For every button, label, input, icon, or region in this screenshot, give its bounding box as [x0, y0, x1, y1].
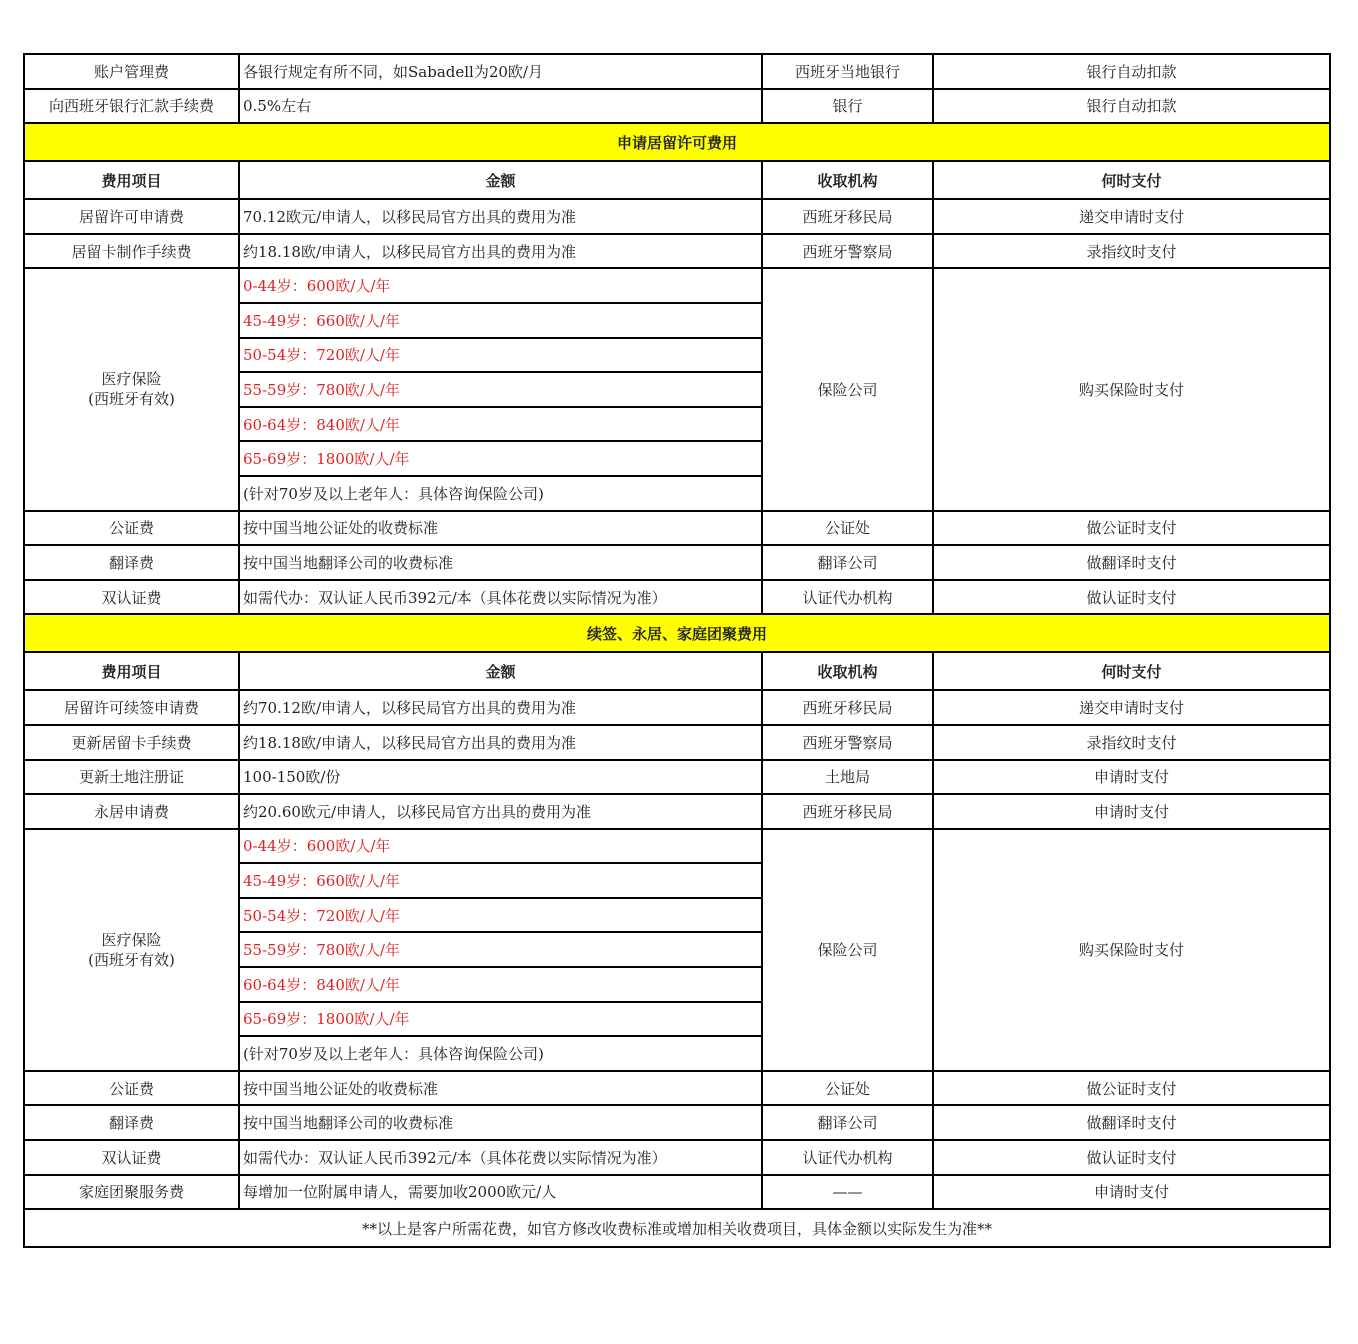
fee-when-cell: 申请时支付 — [933, 1175, 1330, 1210]
fee-amount-cell: 按中国当地翻译公司的收费标准 — [239, 545, 762, 580]
fee-when-cell: 递交申请时支付 — [933, 690, 1330, 725]
fee-amount-cell: 按中国当地翻译公司的收费标准 — [239, 1105, 762, 1140]
fee-amount-cell: 按中国当地公证处的收费标准 — [239, 1071, 762, 1106]
table-row — [24, 234, 1330, 269]
insurance-item-label: 医疗保险 — [101, 930, 162, 949]
fee-amount-cell: 各银行规定有所不同，如Sabadell为20欧/月 — [239, 54, 762, 89]
insurance-item-label: 医疗保险 — [101, 370, 162, 389]
fee-item-cell: 账户管理费 — [24, 54, 239, 89]
insurance-item-sublabel: (西班牙有效) — [88, 390, 175, 409]
fee-item-cell: 更新居留卡手续费 — [24, 725, 239, 760]
footer-row — [24, 1209, 1330, 1247]
fee-agency-cell: 翻译公司 — [762, 545, 933, 580]
insurance-when-cell: 购买保险时支付 — [933, 268, 1330, 510]
insurance-row — [24, 829, 1330, 864]
insurance-price-cell: 55-59岁：780欧/人/年 — [239, 932, 762, 967]
insurance-price-cell: 45-49岁：660欧/人/年 — [239, 863, 762, 898]
fee-when-cell: 录指纹时支付 — [933, 725, 1330, 760]
insurance-price-cell: 65-69岁：1800欧/人/年 — [239, 1002, 762, 1037]
insurance-price-cell: 0-44岁：600欧/人/年 — [239, 268, 762, 303]
fee-agency-cell: 认证代办机构 — [762, 580, 933, 615]
fee-agency-cell: 西班牙移民局 — [762, 690, 933, 725]
table-row — [24, 794, 1330, 829]
column-header-when: 何时支付 — [933, 652, 1330, 690]
insurance-item-sublabel: (西班牙有效) — [88, 950, 175, 969]
fee-item-cell: 家庭团聚服务费 — [24, 1175, 239, 1210]
section-header-row — [24, 614, 1330, 652]
insurance-item-cell — [24, 829, 239, 1071]
fee-when-cell: 做认证时支付 — [933, 1140, 1330, 1175]
table-row — [24, 580, 1330, 615]
column-header-agency: 收取机构 — [762, 652, 933, 690]
fee-item-cell: 双认证费 — [24, 580, 239, 615]
column-header-when: 何时支付 — [933, 161, 1330, 199]
fee-agency-cell: 认证代办机构 — [762, 1140, 933, 1175]
table-row — [24, 199, 1330, 234]
table-row — [24, 511, 1330, 546]
fee-amount-cell: 0.5%左右 — [239, 89, 762, 124]
fee-amount-cell: 约18.18欧/申请人，以移民局官方出具的费用为准 — [239, 234, 762, 269]
fee-item-cell: 公证费 — [24, 511, 239, 546]
insurance-price-cell: 50-54岁：720欧/人/年 — [239, 898, 762, 933]
fee-amount-cell: 70.12欧元/申请人，以移民局官方出具的费用为准 — [239, 199, 762, 234]
table-row — [24, 545, 1330, 580]
insurance-price-cell: 65-69岁：1800欧/人/年 — [239, 441, 762, 476]
fee-when-cell: 做公证时支付 — [933, 1071, 1330, 1106]
fee-agency-cell: —— — [762, 1175, 933, 1210]
insurance-agency-cell: 保险公司 — [762, 268, 933, 510]
fee-agency-cell: 土地局 — [762, 760, 933, 795]
fee-table — [23, 53, 1331, 1248]
insurance-row — [24, 268, 1330, 303]
table-row — [24, 1140, 1330, 1175]
fee-item-cell: 向西班牙银行汇款手续费 — [24, 89, 239, 124]
fee-when-cell: 申请时支付 — [933, 760, 1330, 795]
fee-item-cell: 永居申请费 — [24, 794, 239, 829]
fee-agency-cell: 银行 — [762, 89, 933, 124]
fee-amount-cell: 每增加一位附属申请人，需要加收2000欧元/人 — [239, 1175, 762, 1210]
fee-when-cell: 做翻译时支付 — [933, 545, 1330, 580]
insurance-price-cell: 60-64岁：840欧/人/年 — [239, 967, 762, 1002]
fee-agency-cell: 西班牙移民局 — [762, 794, 933, 829]
column-header-row — [24, 161, 1330, 199]
fee-amount-cell: 约70.12欧/申请人，以移民局官方出具的费用为准 — [239, 690, 762, 725]
fee-when-cell: 银行自动扣款 — [933, 54, 1330, 89]
fee-agency-cell: 公证处 — [762, 511, 933, 546]
fee-amount-cell: 约18.18欧/申请人，以移民局官方出具的费用为准 — [239, 725, 762, 760]
column-header-amount: 金额 — [239, 652, 762, 690]
fee-amount-cell: 如需代办：双认证人民币392元/本（具体花费以实际情况为准） — [239, 580, 762, 615]
fee-item-cell: 双认证费 — [24, 1140, 239, 1175]
table-row — [24, 1105, 1330, 1140]
table-row — [24, 725, 1330, 760]
insurance-note-cell: (针对70岁及以上老年人：具体咨询保险公司) — [239, 476, 762, 511]
column-header-item: 费用项目 — [24, 161, 239, 199]
fee-when-cell: 录指纹时支付 — [933, 234, 1330, 269]
fee-item-cell: 居留许可申请费 — [24, 199, 239, 234]
fee-amount-cell: 如需代办：双认证人民币392元/本（具体花费以实际情况为准） — [239, 1140, 762, 1175]
fee-item-cell: 更新土地注册证 — [24, 760, 239, 795]
table-row — [24, 690, 1330, 725]
table-row — [24, 760, 1330, 795]
column-header-row — [24, 652, 1330, 690]
fee-item-cell: 翻译费 — [24, 1105, 239, 1140]
table-row — [24, 1175, 1330, 1210]
section-header-row — [24, 123, 1330, 161]
column-header-agency: 收取机构 — [762, 161, 933, 199]
fee-when-cell: 银行自动扣款 — [933, 89, 1330, 124]
section-title: 申请居留许可费用 — [24, 123, 1330, 161]
insurance-price-cell: 55-59岁：780欧/人/年 — [239, 372, 762, 407]
fee-when-cell: 做翻译时支付 — [933, 1105, 1330, 1140]
table-row — [24, 89, 1330, 124]
insurance-price-cell: 50-54岁：720欧/人/年 — [239, 338, 762, 373]
fee-agency-cell: 翻译公司 — [762, 1105, 933, 1140]
fee-item-cell: 居留卡制作手续费 — [24, 234, 239, 269]
fee-when-cell: 做认证时支付 — [933, 580, 1330, 615]
insurance-when-cell: 购买保险时支付 — [933, 829, 1330, 1071]
fee-agency-cell: 西班牙警察局 — [762, 725, 933, 760]
section-title: 续签、永居、家庭团聚费用 — [24, 614, 1330, 652]
fee-agency-cell: 公证处 — [762, 1071, 933, 1106]
insurance-price-cell: 60-64岁：840欧/人/年 — [239, 407, 762, 442]
insurance-agency-cell: 保险公司 — [762, 829, 933, 1071]
footer-note: **以上是客户所需花费，如官方修改收费标准或增加相关收费项目，具体金额以实际发生为准** — [24, 1209, 1330, 1247]
insurance-price-cell: 0-44岁：600欧/人/年 — [239, 829, 762, 864]
table-row — [24, 54, 1330, 89]
fee-amount-cell: 100-150欧/份 — [239, 760, 762, 795]
table-row — [24, 1071, 1330, 1106]
fee-when-cell: 做公证时支付 — [933, 511, 1330, 546]
insurance-note-cell: (针对70岁及以上老年人：具体咨询保险公司) — [239, 1036, 762, 1071]
column-header-amount: 金额 — [239, 161, 762, 199]
fee-when-cell: 申请时支付 — [933, 794, 1330, 829]
fee-table-body — [24, 54, 1330, 1247]
fee-amount-cell: 按中国当地公证处的收费标准 — [239, 511, 762, 546]
fee-item-cell: 翻译费 — [24, 545, 239, 580]
insurance-item-cell — [24, 268, 239, 510]
fee-when-cell: 递交申请时支付 — [933, 199, 1330, 234]
fee-agency-cell: 西班牙当地银行 — [762, 54, 933, 89]
fee-item-cell: 居留许可续签申请费 — [24, 690, 239, 725]
insurance-price-cell: 45-49岁：660欧/人/年 — [239, 303, 762, 338]
column-header-item: 费用项目 — [24, 652, 239, 690]
fee-amount-cell: 约20.60欧元/申请人，以移民局官方出具的费用为准 — [239, 794, 762, 829]
fee-agency-cell: 西班牙移民局 — [762, 199, 933, 234]
fee-agency-cell: 西班牙警察局 — [762, 234, 933, 269]
fee-item-cell: 公证费 — [24, 1071, 239, 1106]
